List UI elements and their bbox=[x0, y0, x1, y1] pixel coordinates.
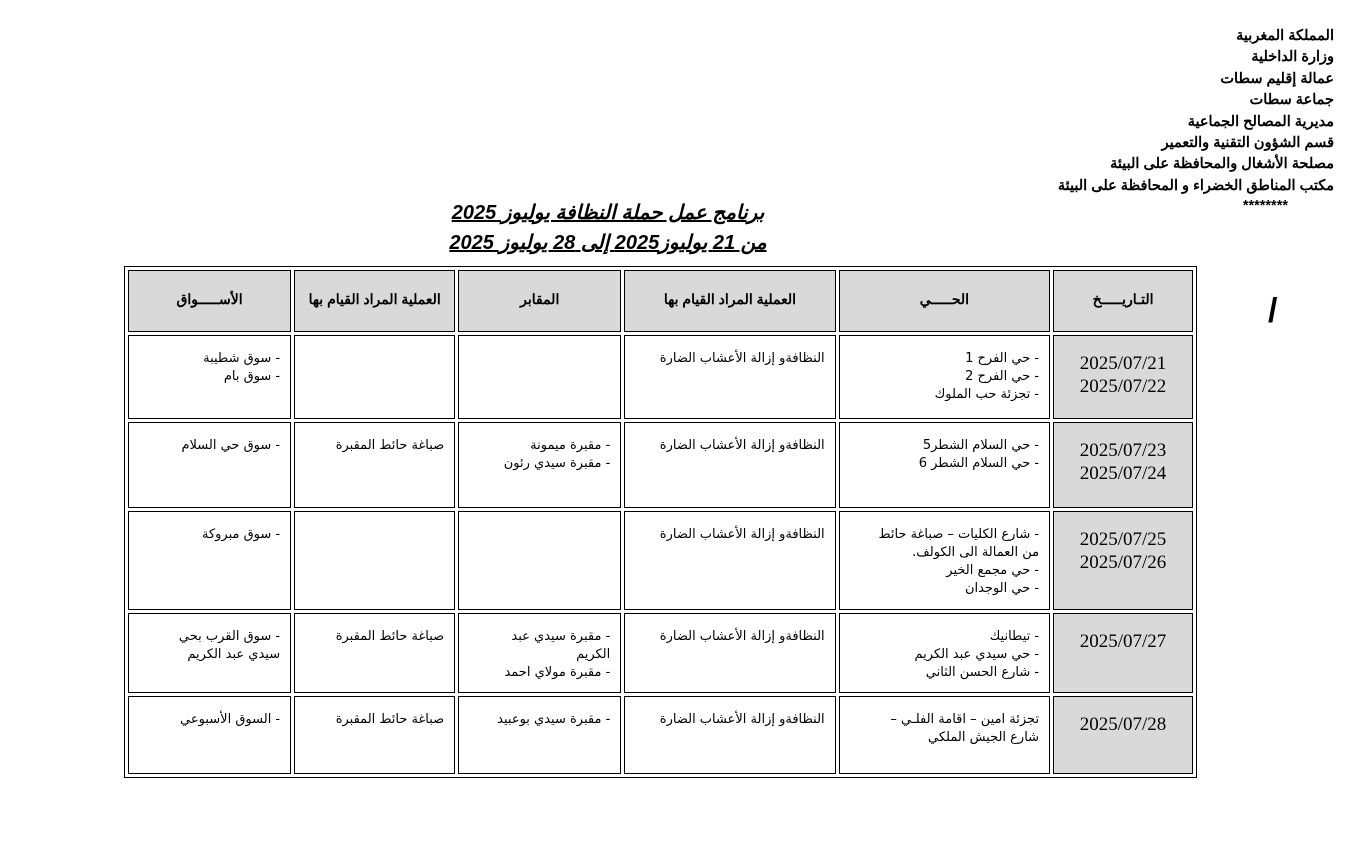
district-line: - حي مجمع الخير bbox=[946, 563, 1040, 578]
cemeteries-line: - مقبرة سيدي رئون bbox=[503, 456, 611, 471]
letterhead-line: مديرية المصالح الجماعية bbox=[1187, 113, 1334, 130]
district-line: - حي السلام الشطر 6 bbox=[918, 456, 1040, 471]
separator-stars: ******** bbox=[1242, 198, 1288, 215]
operation-line: النظافةو إزالة الأعشاب الضارة bbox=[659, 527, 825, 542]
district-line: شارع الجيش الملكي bbox=[928, 730, 1040, 745]
document-title bbox=[400, 198, 816, 258]
table-header-row bbox=[128, 270, 1193, 332]
title-line-2: من 21 يوليوز2025 إلى 28 يوليوز 2025 bbox=[449, 232, 767, 254]
header-district: الحـــــي bbox=[839, 270, 1050, 332]
markets-cell bbox=[128, 613, 291, 693]
markets-line: - سوق مبروكة bbox=[201, 527, 281, 542]
district-line: - حي سيدي عبد الكريم bbox=[914, 647, 1040, 662]
operation-cell bbox=[624, 511, 835, 610]
date-line: 2025/07/24 bbox=[1079, 463, 1167, 484]
cemeteries-line: - مقبرة مولاي احمد bbox=[504, 665, 611, 680]
district-line: - تجزئة حب الملوك bbox=[934, 387, 1040, 402]
header-date: التـاريـــــخ bbox=[1053, 270, 1193, 332]
table-row bbox=[128, 696, 1193, 774]
cemeteries-line: - مقبرة سيدي بوعبيد bbox=[497, 712, 611, 727]
district-cell bbox=[839, 422, 1050, 508]
letterhead bbox=[1058, 26, 1334, 215]
table-row bbox=[128, 511, 1193, 610]
letterhead-line: قسم الشؤون التقنية والتعمير bbox=[1161, 135, 1334, 152]
date-line: 2025/07/21 bbox=[1079, 353, 1167, 374]
cemetery-operation-cell bbox=[294, 335, 455, 419]
cemetery-operation-line: صباغة حائط المقبرة bbox=[335, 438, 445, 453]
markets-line: - سوق حي السلام bbox=[181, 438, 281, 453]
district-cell bbox=[839, 335, 1050, 419]
cemeteries-cell bbox=[458, 613, 621, 693]
letterhead-line: وزارة الداخلية bbox=[1251, 49, 1334, 66]
date-cell bbox=[1053, 696, 1193, 774]
date-cell bbox=[1053, 335, 1193, 419]
date-cell bbox=[1053, 422, 1193, 508]
cemetery-operation-line: صباغة حائط المقبرة bbox=[335, 629, 445, 644]
letterhead-line: مكتب المناطق الخضراء و المحافظة على البيئة bbox=[1057, 177, 1334, 194]
markets-cell bbox=[128, 696, 291, 774]
district-cell bbox=[839, 696, 1050, 774]
cemetery-operation-cell bbox=[294, 613, 455, 693]
cemetery-operation-line: صباغة حائط المقبرة bbox=[335, 712, 445, 727]
table-row bbox=[128, 335, 1193, 419]
operation-line: النظافةو إزالة الأعشاب الضارة bbox=[659, 629, 825, 644]
markets-line: - السوق الأسبوعي bbox=[180, 712, 281, 727]
district-line: تجزئة امين – اقامة الفلـي – bbox=[890, 712, 1040, 727]
letterhead-line: المملكة المغربية bbox=[1236, 28, 1334, 44]
date-line: 2025/07/25 bbox=[1079, 529, 1167, 550]
markets-line: - سوق القرب بحي bbox=[178, 629, 281, 644]
header-operation: العملية المراد القيام بها bbox=[624, 270, 835, 332]
operation-line: النظافةو إزالة الأعشاب الضارة bbox=[659, 351, 825, 366]
cemeteries-cell bbox=[458, 335, 621, 419]
operation-cell bbox=[624, 335, 835, 419]
date-line: 2025/07/28 bbox=[1079, 714, 1167, 735]
cemeteries-line: - مقبرة ميمونة bbox=[530, 438, 611, 453]
district-line: من العمالة الى الكولف. bbox=[912, 545, 1040, 560]
district-line: - شارع الحسن الثاني bbox=[925, 665, 1040, 680]
date-line: 2025/07/22 bbox=[1079, 376, 1167, 397]
date-cell bbox=[1053, 613, 1193, 693]
district-line: - شارع الكليات – صباغة حائط bbox=[878, 527, 1040, 542]
letterhead-line: عمالة إقليم سطات bbox=[1220, 70, 1334, 87]
slash-mark: / bbox=[1268, 292, 1278, 330]
markets-line: - سوق شطيبة bbox=[203, 351, 281, 366]
markets-line: - سوق بام bbox=[223, 369, 281, 384]
table-row bbox=[128, 422, 1193, 508]
district-line: - حي الفرح 2 bbox=[965, 369, 1040, 384]
cemeteries-line: - مقبرة سيدي عبد bbox=[511, 629, 611, 644]
date-line: 2025/07/23 bbox=[1079, 440, 1167, 461]
district-line: - حي الوجدان bbox=[964, 581, 1040, 596]
date-line: 2025/07/27 bbox=[1079, 631, 1167, 652]
cemeteries-line: الكريم bbox=[576, 647, 611, 662]
operation-line: النظافةو إزالة الأعشاب الضارة bbox=[659, 712, 825, 727]
markets-cell bbox=[128, 335, 291, 419]
title-line-1: برنامج عمل حملة النظافة يوليوز 2025 bbox=[451, 202, 765, 224]
letterhead-line: مصلحة الأشغال والمحافظة على البيئة bbox=[1110, 156, 1334, 173]
cemetery-operation-cell bbox=[294, 511, 455, 610]
table-row bbox=[128, 613, 1193, 693]
markets-cell bbox=[128, 422, 291, 508]
date-cell bbox=[1053, 511, 1193, 610]
markets-line: سيدي عبد الكريم bbox=[187, 647, 281, 662]
schedule-table bbox=[124, 266, 1197, 778]
operation-cell bbox=[624, 613, 835, 693]
cemeteries-cell bbox=[458, 422, 621, 508]
district-line: - حي السلام الشطر5 bbox=[922, 438, 1040, 453]
district-line: - حي الفرح 1 bbox=[965, 351, 1040, 366]
header-cemetery-operation: العملية المراد القيام بها bbox=[294, 270, 455, 332]
date-line: 2025/07/26 bbox=[1079, 552, 1167, 573]
district-cell bbox=[839, 613, 1050, 693]
cemeteries-cell bbox=[458, 696, 621, 774]
district-cell bbox=[839, 511, 1050, 610]
district-line: - تيطانيك bbox=[989, 629, 1040, 644]
cemeteries-cell bbox=[458, 511, 621, 610]
markets-cell bbox=[128, 511, 291, 610]
operation-cell bbox=[624, 422, 835, 508]
cemetery-operation-cell bbox=[294, 422, 455, 508]
header-markets: الأســـــواق bbox=[128, 270, 291, 332]
cemetery-operation-cell bbox=[294, 696, 455, 774]
operation-cell bbox=[624, 696, 835, 774]
letterhead-line: جماعة سطات bbox=[1249, 92, 1334, 109]
header-cemeteries: المقابر bbox=[458, 270, 621, 332]
operation-line: النظافةو إزالة الأعشاب الضارة bbox=[659, 438, 825, 453]
